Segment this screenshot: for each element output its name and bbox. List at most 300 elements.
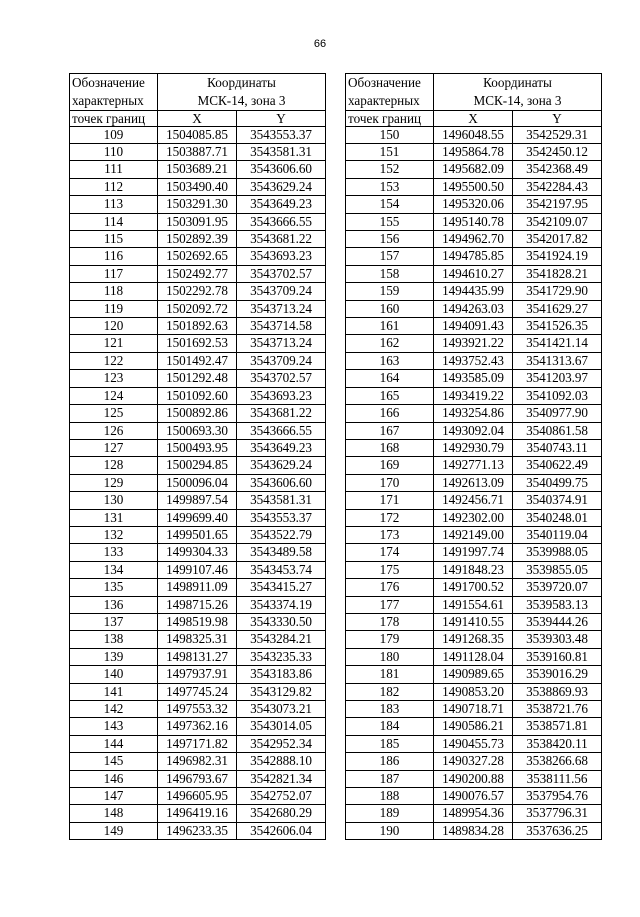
y-coordinate-cell: 3543073.21 <box>237 701 326 718</box>
x-coordinate-cell: 1492930.79 <box>434 439 513 456</box>
point-number-cell: 147 <box>70 788 158 805</box>
table-row <box>70 492 326 509</box>
x-coordinate-cell: 1496233.35 <box>158 822 237 839</box>
point-number-cell: 189 <box>346 805 434 822</box>
x-coordinate-cell: 1502292.78 <box>158 283 237 300</box>
x-coordinate-cell: 1499897.54 <box>158 492 237 509</box>
y-coordinate-cell: 3543709.24 <box>237 283 326 300</box>
point-number-cell: 174 <box>346 544 434 561</box>
header-line: Обозначение <box>348 75 421 90</box>
point-number-cell: 122 <box>70 352 158 369</box>
table-row <box>346 126 602 143</box>
y-coordinate-cell: 3543702.57 <box>237 370 326 387</box>
table-row <box>346 335 602 352</box>
y-coordinate-cell: 3543702.57 <box>237 265 326 282</box>
x-coordinate-cell: 1495500.50 <box>434 178 513 195</box>
point-number-cell: 154 <box>346 196 434 213</box>
y-coordinate-cell: 3538571.81 <box>513 718 602 735</box>
table-row <box>70 265 326 282</box>
x-coordinate-cell: 1503689.21 <box>158 161 237 178</box>
point-number-cell: 113 <box>70 196 158 213</box>
x-coordinate-cell: 1490200.88 <box>434 770 513 787</box>
coordinates-title: Координаты <box>207 75 276 90</box>
y-coordinate-cell: 3543235.33 <box>237 648 326 665</box>
y-coordinate-cell: 3538111.56 <box>513 770 602 787</box>
table-row <box>346 648 602 665</box>
table-row <box>346 805 602 822</box>
point-number-cell: 127 <box>70 439 158 456</box>
point-number-cell: 182 <box>346 683 434 700</box>
point-number-cell: 138 <box>70 631 158 648</box>
x-coordinate-cell: 1501892.63 <box>158 318 237 335</box>
point-number-cell: 186 <box>346 753 434 770</box>
y-coordinate-cell: 3540861.58 <box>513 422 602 439</box>
y-coordinate-cell: 3538420.11 <box>513 735 602 752</box>
x-coordinate-cell: 1493921.22 <box>434 335 513 352</box>
table-row <box>70 735 326 752</box>
table-row <box>346 370 602 387</box>
y-coordinate-cell: 3539016.29 <box>513 666 602 683</box>
table-row <box>346 544 602 561</box>
table-row <box>70 231 326 248</box>
x-coordinate-cell: 1491997.74 <box>434 544 513 561</box>
point-number-cell: 185 <box>346 735 434 752</box>
page-number: 66 <box>313 38 327 50</box>
x-coordinate-cell: 1500693.30 <box>158 422 237 439</box>
x-coordinate-cell: 1491848.23 <box>434 561 513 578</box>
point-number-cell: 157 <box>346 248 434 265</box>
y-coordinate-cell: 3543649.23 <box>237 196 326 213</box>
y-coordinate-cell: 3543606.60 <box>237 474 326 491</box>
table-row <box>346 474 602 491</box>
x-header: X <box>158 110 237 126</box>
y-coordinate-cell: 3543129.82 <box>237 683 326 700</box>
y-coordinate-cell: 3543330.50 <box>237 613 326 630</box>
point-number-cell: 184 <box>346 718 434 735</box>
y-coordinate-cell: 3542752.07 <box>237 788 326 805</box>
y-coordinate-cell: 3542888.10 <box>237 753 326 770</box>
table-row <box>70 579 326 596</box>
x-coordinate-cell: 1500493.95 <box>158 439 237 456</box>
point-number-cell: 162 <box>346 335 434 352</box>
point-number-cell: 115 <box>70 231 158 248</box>
coordinates-header <box>434 74 602 111</box>
x-coordinate-cell: 1498325.31 <box>158 631 237 648</box>
x-coordinate-cell: 1497745.24 <box>158 683 237 700</box>
table-row <box>70 544 326 561</box>
table-row <box>70 648 326 665</box>
y-coordinate-cell: 3543693.23 <box>237 387 326 404</box>
coordinates-header <box>158 74 326 111</box>
table-row <box>70 596 326 613</box>
y-coordinate-cell: 3541729.90 <box>513 283 602 300</box>
x-coordinate-cell: 1496605.95 <box>158 788 237 805</box>
table-row <box>346 492 602 509</box>
y-coordinate-cell: 3543553.37 <box>237 126 326 143</box>
point-number-cell: 180 <box>346 648 434 665</box>
x-coordinate-cell: 1495140.78 <box>434 213 513 230</box>
table-row <box>346 387 602 404</box>
table-row <box>346 248 602 265</box>
point-number-cell: 179 <box>346 631 434 648</box>
table-row <box>70 370 326 387</box>
table-row <box>346 770 602 787</box>
y-coordinate-cell: 3543714.58 <box>237 318 326 335</box>
y-coordinate-cell: 3539303.48 <box>513 631 602 648</box>
point-number-cell: 132 <box>70 526 158 543</box>
y-coordinate-cell: 3542952.34 <box>237 735 326 752</box>
table-row <box>346 753 602 770</box>
table-row <box>70 387 326 404</box>
table-row <box>346 822 602 839</box>
y-coordinate-cell: 3543693.23 <box>237 248 326 265</box>
y-coordinate-cell: 3543629.24 <box>237 457 326 474</box>
y-coordinate-cell: 3539583.13 <box>513 596 602 613</box>
table-body-right <box>346 126 602 840</box>
x-coordinate-cell: 1493585.09 <box>434 370 513 387</box>
x-coordinate-cell: 1499107.46 <box>158 561 237 578</box>
y-coordinate-cell: 3543415.27 <box>237 579 326 596</box>
x-coordinate-cell: 1497362.16 <box>158 718 237 735</box>
y-coordinate-cell: 3543606.60 <box>237 161 326 178</box>
x-coordinate-cell: 1496419.16 <box>158 805 237 822</box>
x-coordinate-cell: 1495682.09 <box>434 161 513 178</box>
x-coordinate-cell: 1492771.13 <box>434 457 513 474</box>
point-number-cell: 170 <box>346 474 434 491</box>
y-coordinate-cell: 3541421.14 <box>513 335 602 352</box>
y-coordinate-cell: 3543374.19 <box>237 596 326 613</box>
point-number-cell: 119 <box>70 300 158 317</box>
point-number-cell: 141 <box>70 683 158 700</box>
point-number-cell: 158 <box>346 265 434 282</box>
x-coordinate-cell: 1502492.77 <box>158 265 237 282</box>
y-coordinate-cell: 3543666.55 <box>237 422 326 439</box>
y-coordinate-cell: 3542821.34 <box>237 770 326 787</box>
point-label-header <box>346 74 434 111</box>
x-coordinate-cell: 1498715.26 <box>158 596 237 613</box>
point-number-cell: 142 <box>70 701 158 718</box>
x-coordinate-cell: 1494610.27 <box>434 265 513 282</box>
point-number-cell: 163 <box>346 352 434 369</box>
x-coordinate-cell: 1501292.48 <box>158 370 237 387</box>
table-row <box>70 526 326 543</box>
x-coordinate-cell: 1490586.21 <box>434 718 513 735</box>
x-coordinate-cell: 1497171.82 <box>158 735 237 752</box>
table-row <box>346 561 602 578</box>
point-number-cell: 116 <box>70 248 158 265</box>
x-coordinate-cell: 1490989.65 <box>434 666 513 683</box>
point-number-cell: 149 <box>70 822 158 839</box>
y-coordinate-cell: 3543666.55 <box>237 213 326 230</box>
table-row <box>70 405 326 422</box>
table-row <box>70 701 326 718</box>
point-label-header-line3: точек границ <box>346 110 434 126</box>
coordinate-system: МСК-14, зона 3 <box>473 92 562 108</box>
table-row <box>70 178 326 195</box>
table-row <box>346 178 602 195</box>
table-row <box>70 718 326 735</box>
x-coordinate-cell: 1494962.70 <box>434 231 513 248</box>
point-number-cell: 165 <box>346 387 434 404</box>
x-coordinate-cell: 1502692.65 <box>158 248 237 265</box>
x-coordinate-cell: 1503490.40 <box>158 178 237 195</box>
coordinate-system: МСК-14, зона 3 <box>197 92 286 108</box>
x-coordinate-cell: 1497553.32 <box>158 701 237 718</box>
point-number-cell: 169 <box>346 457 434 474</box>
point-number-cell: 181 <box>346 666 434 683</box>
y-coordinate-cell: 3543649.23 <box>237 439 326 456</box>
y-coordinate-cell: 3543453.74 <box>237 561 326 578</box>
table-row <box>346 718 602 735</box>
point-number-cell: 128 <box>70 457 158 474</box>
y-coordinate-cell: 3542529.31 <box>513 126 602 143</box>
table-row <box>70 213 326 230</box>
x-coordinate-cell: 1493419.22 <box>434 387 513 404</box>
x-coordinate-cell: 1504085.85 <box>158 126 237 143</box>
y-coordinate-cell: 3540499.75 <box>513 474 602 491</box>
table-row <box>346 231 602 248</box>
x-coordinate-cell: 1499501.65 <box>158 526 237 543</box>
x-coordinate-cell: 1491268.35 <box>434 631 513 648</box>
point-number-cell: 187 <box>346 770 434 787</box>
point-number-cell: 124 <box>70 387 158 404</box>
y-coordinate-cell: 3537636.25 <box>513 822 602 839</box>
y-coordinate-cell: 3542606.04 <box>237 822 326 839</box>
point-label-header <box>70 74 158 111</box>
table-row <box>346 283 602 300</box>
table-row <box>70 805 326 822</box>
y-coordinate-cell: 3543713.24 <box>237 335 326 352</box>
point-number-cell: 114 <box>70 213 158 230</box>
x-coordinate-cell: 1494091.43 <box>434 318 513 335</box>
table-row <box>346 596 602 613</box>
point-number-cell: 131 <box>70 509 158 526</box>
point-number-cell: 145 <box>70 753 158 770</box>
header-line: Обозначение <box>72 75 145 90</box>
point-number-cell: 143 <box>70 718 158 735</box>
y-coordinate-cell: 3542109.07 <box>513 213 602 230</box>
table-row <box>346 631 602 648</box>
y-coordinate-cell: 3540622.49 <box>513 457 602 474</box>
coordinates-table-right <box>345 73 602 840</box>
x-coordinate-cell: 1491554.61 <box>434 596 513 613</box>
y-coordinate-cell: 3537796.31 <box>513 805 602 822</box>
x-coordinate-cell: 1501092.60 <box>158 387 237 404</box>
y-coordinate-cell: 3538721.76 <box>513 701 602 718</box>
x-coordinate-cell: 1492613.09 <box>434 474 513 491</box>
point-number-cell: 178 <box>346 613 434 630</box>
y-coordinate-cell: 3540977.90 <box>513 405 602 422</box>
table-row <box>70 770 326 787</box>
table-row <box>346 300 602 317</box>
table-row <box>346 666 602 683</box>
point-number-cell: 130 <box>70 492 158 509</box>
point-number-cell: 171 <box>346 492 434 509</box>
x-header: X <box>434 110 513 126</box>
table-row <box>70 196 326 213</box>
point-number-cell: 144 <box>70 735 158 752</box>
x-coordinate-cell: 1502092.72 <box>158 300 237 317</box>
x-coordinate-cell: 1500892.86 <box>158 405 237 422</box>
table-row <box>346 352 602 369</box>
point-number-cell: 164 <box>346 370 434 387</box>
point-number-cell: 136 <box>70 596 158 613</box>
y-coordinate-cell: 3540119.04 <box>513 526 602 543</box>
point-number-cell: 166 <box>346 405 434 422</box>
x-coordinate-cell: 1503091.95 <box>158 213 237 230</box>
x-coordinate-cell: 1497937.91 <box>158 666 237 683</box>
point-number-cell: 110 <box>70 144 158 161</box>
y-coordinate-cell: 3543681.22 <box>237 231 326 248</box>
x-coordinate-cell: 1490718.71 <box>434 701 513 718</box>
table-row <box>70 822 326 839</box>
x-coordinate-cell: 1500096.04 <box>158 474 237 491</box>
y-coordinate-cell: 3543681.22 <box>237 405 326 422</box>
table-row <box>346 701 602 718</box>
x-coordinate-cell: 1498911.09 <box>158 579 237 596</box>
point-number-cell: 148 <box>70 805 158 822</box>
x-coordinate-cell: 1490455.73 <box>434 735 513 752</box>
table-row <box>70 248 326 265</box>
y-header: Y <box>237 110 326 126</box>
point-number-cell: 177 <box>346 596 434 613</box>
table-row <box>346 144 602 161</box>
y-coordinate-cell: 3541203.97 <box>513 370 602 387</box>
x-coordinate-cell: 1491410.55 <box>434 613 513 630</box>
table-row <box>70 161 326 178</box>
y-coordinate-cell: 3541313.67 <box>513 352 602 369</box>
point-number-cell: 129 <box>70 474 158 491</box>
table-row <box>346 509 602 526</box>
point-number-cell: 117 <box>70 265 158 282</box>
y-coordinate-cell: 3543183.86 <box>237 666 326 683</box>
y-coordinate-cell: 3539444.26 <box>513 613 602 630</box>
y-coordinate-cell: 3538869.93 <box>513 683 602 700</box>
point-number-cell: 176 <box>346 579 434 596</box>
x-coordinate-cell: 1496048.55 <box>434 126 513 143</box>
point-number-cell: 168 <box>346 439 434 456</box>
point-number-cell: 159 <box>346 283 434 300</box>
y-coordinate-cell: 3542284.43 <box>513 178 602 195</box>
table-row <box>346 683 602 700</box>
table-row <box>70 283 326 300</box>
point-number-cell: 139 <box>70 648 158 665</box>
y-coordinate-cell: 3543284.21 <box>237 631 326 648</box>
point-label-header-line3: точек границ <box>70 110 158 126</box>
x-coordinate-cell: 1491128.04 <box>434 648 513 665</box>
table-row <box>70 126 326 143</box>
point-number-cell: 153 <box>346 178 434 195</box>
table-row <box>70 613 326 630</box>
x-coordinate-cell: 1498131.27 <box>158 648 237 665</box>
x-coordinate-cell: 1500294.85 <box>158 457 237 474</box>
table-row <box>70 457 326 474</box>
y-header: Y <box>513 110 602 126</box>
y-coordinate-cell: 3542450.12 <box>513 144 602 161</box>
point-number-cell: 152 <box>346 161 434 178</box>
x-coordinate-cell: 1499699.40 <box>158 509 237 526</box>
y-coordinate-cell: 3539855.05 <box>513 561 602 578</box>
y-coordinate-cell: 3542680.29 <box>237 805 326 822</box>
x-coordinate-cell: 1503291.30 <box>158 196 237 213</box>
x-coordinate-cell: 1494263.03 <box>434 300 513 317</box>
y-coordinate-cell: 3542017.82 <box>513 231 602 248</box>
x-coordinate-cell: 1493752.43 <box>434 352 513 369</box>
x-coordinate-cell: 1493254.86 <box>434 405 513 422</box>
point-number-cell: 188 <box>346 788 434 805</box>
point-number-cell: 146 <box>70 770 158 787</box>
y-coordinate-cell: 3543522.79 <box>237 526 326 543</box>
table-row <box>346 422 602 439</box>
x-coordinate-cell: 1495864.78 <box>434 144 513 161</box>
y-coordinate-cell: 3542197.95 <box>513 196 602 213</box>
point-number-cell: 111 <box>70 161 158 178</box>
table-row <box>70 474 326 491</box>
point-number-cell: 125 <box>70 405 158 422</box>
y-coordinate-cell: 3541526.35 <box>513 318 602 335</box>
point-number-cell: 160 <box>346 300 434 317</box>
point-number-cell: 135 <box>70 579 158 596</box>
x-coordinate-cell: 1496793.67 <box>158 770 237 787</box>
table-row <box>346 788 602 805</box>
point-number-cell: 173 <box>346 526 434 543</box>
table-row <box>346 735 602 752</box>
point-number-cell: 151 <box>346 144 434 161</box>
x-coordinate-cell: 1498519.98 <box>158 613 237 630</box>
table-row <box>346 196 602 213</box>
table-row <box>346 318 602 335</box>
table-row <box>346 161 602 178</box>
table-row <box>346 579 602 596</box>
x-coordinate-cell: 1492149.00 <box>434 526 513 543</box>
y-coordinate-cell: 3543709.24 <box>237 352 326 369</box>
x-coordinate-cell: 1489954.36 <box>434 805 513 822</box>
table-row <box>346 439 602 456</box>
y-coordinate-cell: 3540374.91 <box>513 492 602 509</box>
header-line: характерных <box>72 92 144 108</box>
table-row <box>70 439 326 456</box>
table-row <box>70 631 326 648</box>
x-coordinate-cell: 1490327.28 <box>434 753 513 770</box>
x-coordinate-cell: 1495320.06 <box>434 196 513 213</box>
table-row <box>346 526 602 543</box>
table-row <box>70 144 326 161</box>
point-number-cell: 183 <box>346 701 434 718</box>
table-row <box>70 753 326 770</box>
x-coordinate-cell: 1503887.71 <box>158 144 237 161</box>
point-number-cell: 190 <box>346 822 434 839</box>
point-number-cell: 175 <box>346 561 434 578</box>
y-coordinate-cell: 3543629.24 <box>237 178 326 195</box>
point-number-cell: 167 <box>346 422 434 439</box>
y-coordinate-cell: 3543581.31 <box>237 144 326 161</box>
x-coordinate-cell: 1492456.71 <box>434 492 513 509</box>
table-row <box>346 613 602 630</box>
table-row <box>70 352 326 369</box>
table-row <box>70 318 326 335</box>
y-coordinate-cell: 3543489.58 <box>237 544 326 561</box>
x-coordinate-cell: 1501492.47 <box>158 352 237 369</box>
y-coordinate-cell: 3539720.07 <box>513 579 602 596</box>
x-coordinate-cell: 1501692.53 <box>158 335 237 352</box>
y-coordinate-cell: 3541828.21 <box>513 265 602 282</box>
point-number-cell: 123 <box>70 370 158 387</box>
x-coordinate-cell: 1489834.28 <box>434 822 513 839</box>
x-coordinate-cell: 1490853.20 <box>434 683 513 700</box>
table-row <box>70 561 326 578</box>
point-number-cell: 172 <box>346 509 434 526</box>
y-coordinate-cell: 3541629.27 <box>513 300 602 317</box>
